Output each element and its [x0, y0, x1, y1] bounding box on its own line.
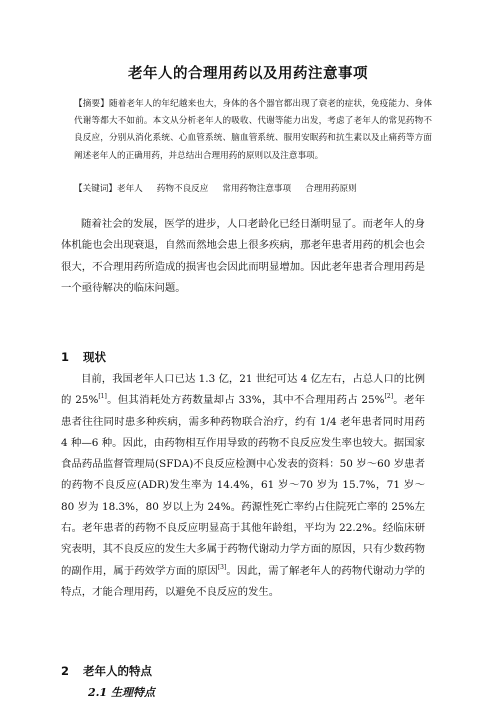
keyword-item: 老年人: [116, 184, 143, 194]
section-2-heading: [61, 663, 152, 679]
section-2-title: 老年人的特点: [83, 664, 152, 678]
reference-1: [1]: [98, 393, 107, 401]
abstract-label: 【摘要】: [74, 99, 109, 109]
section-2-number: 2: [61, 664, 70, 678]
section-1-text: 。老年患者往往同时患多种疾病，需多种药物联合治疗，约有 1/4 老年患者同时用药 4 种—6 种。因此，由药物相互作用导致的药物不良反应发生率也较大。据国家食品药品监督管理局(SFDA)不良反应检测中心发表的资料：50 岁～60 岁患者的药物不良反应(ADR)发生率为 14.4%，61 岁～70 岁为 15.7%，71 岁～80 岁为 18.3%，80 岁以上为 24%。药源性死亡率约占住院死亡率的 25%左右。老年患者的药物不良反应明显高于其他年龄组，平均为 22.2%。经临床研究表明，其不良反应的发生大多属于药物代谢动力学方面的原因，只有少数药物的副作用，属于药效学方面的原因: [61, 394, 426, 577]
section-1-text: 。但其消耗处方药数量却占 33%，其中不合理用药占 25%: [106, 394, 385, 407]
reference-2: [2]: [384, 393, 394, 401]
paper-title: 老年人的合理用药以及用药注意事项: [128, 66, 368, 82]
keywords: [74, 182, 434, 196]
intro-paragraph: 随着社会的发展，医学的进步，人口老龄化已经日渐明显了。而老年人的身体机能也会出现衰退，自然而然地会患上很多疾病，那老年患者用药的机会也会很大，不合理用药所造成的损害也会因此而明显增加。因此老年患者合理用药是一个亟待解决的临床问题。: [61, 218, 425, 294]
reference-3: [3]: [217, 563, 227, 571]
keyword-item: 常用药物注意事项: [222, 184, 292, 194]
abstract-text: 随着老年人的年纪越来也大，身体的各个器官都出现了衰老的症状，免疫能力、身体代谢等都大不如前。本文从分析老年人的吸收、代谢等能力出发，考虑了老年人的常见药物不良反应，分别从消化系统、心血管系统、脑血管系统、服用安眠药和抗生素以及止痛药等方面阐述老年人的正确用药，并总结出合理用药的原则以及注意事项。: [74, 99, 432, 161]
section-1-number: 1: [61, 350, 70, 364]
section-1-paragraph: [61, 369, 425, 603]
keywords-label: 【关键词】: [74, 184, 117, 194]
section-1-text: 目前，我国老年人口已达 1.3 亿，21 世纪可达 4 亿左右，占总人口的比例的 25%: [61, 373, 425, 407]
abstract: [74, 96, 432, 165]
keyword-item: 药物不良反应: [156, 184, 209, 194]
section-1-text: 。因此，需了解老年人的药物代谢动力学的特点，才能合理用药，以避免不良反应的发生。: [61, 564, 426, 598]
keyword-item: 合理用药原则: [305, 184, 357, 194]
section-2-1-heading: 2.1 生理特点: [88, 686, 155, 699]
section-1-heading: [61, 349, 106, 365]
section-1-title: 现状: [83, 350, 106, 364]
